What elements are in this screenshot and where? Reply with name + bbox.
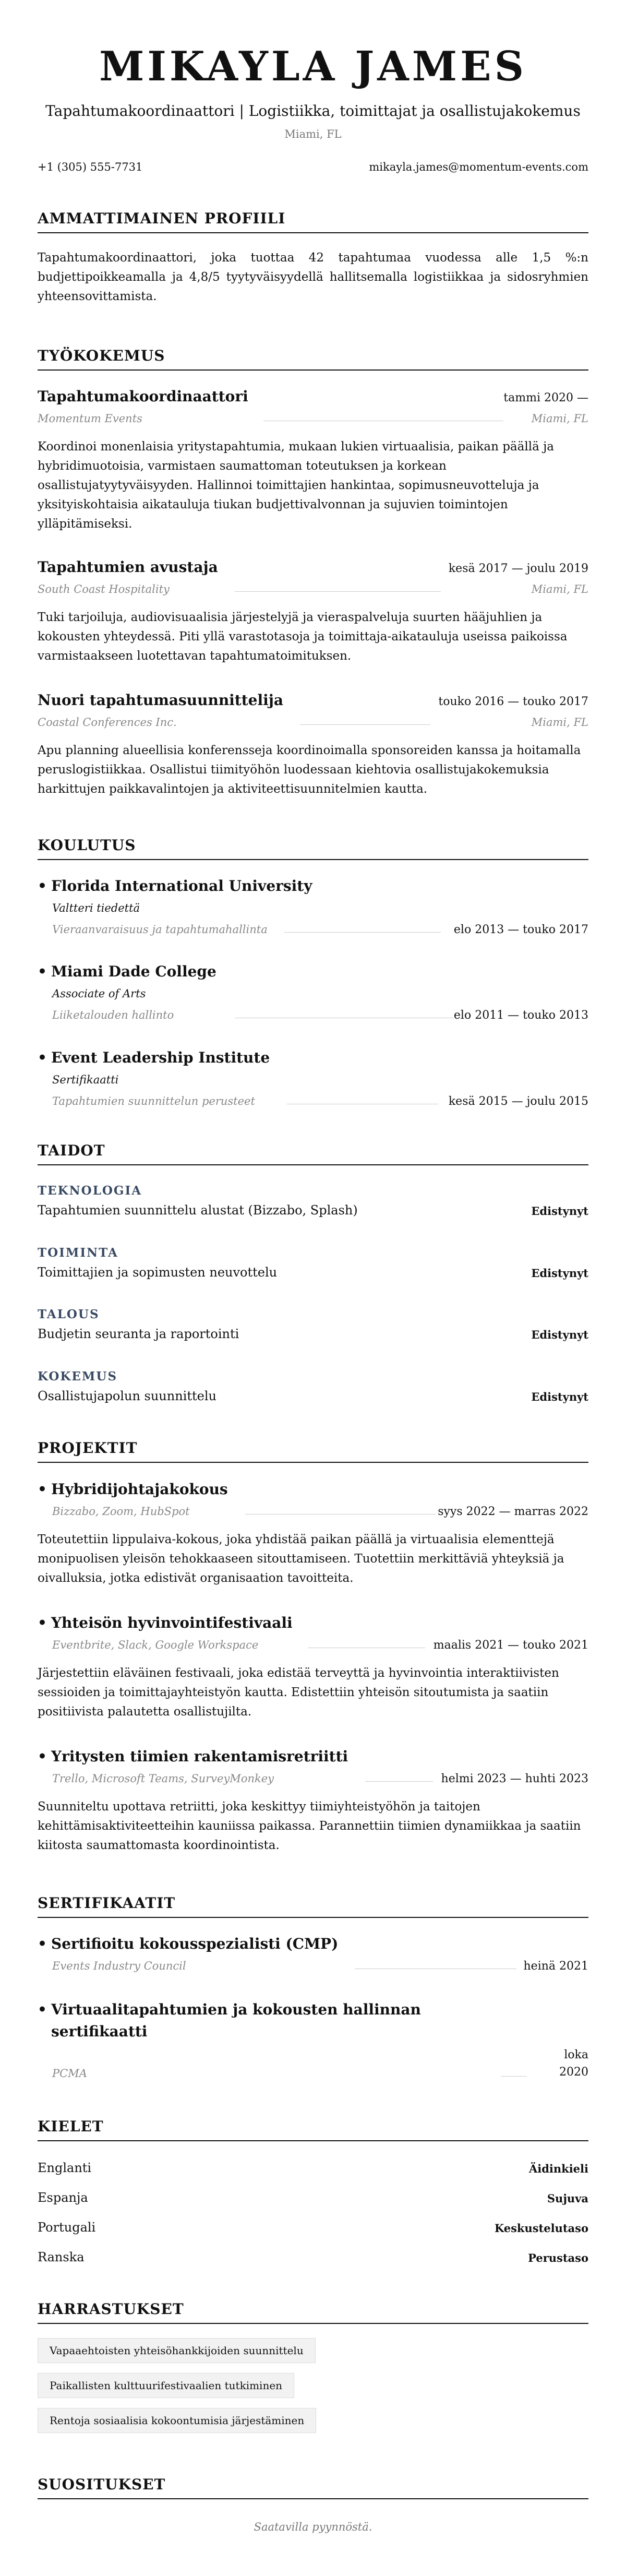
education-date: elo 2011 — touko 2013 bbox=[453, 1009, 588, 1022]
skill-level: Edistynyt bbox=[531, 1267, 588, 1280]
language-name: Ranska bbox=[38, 2250, 85, 2264]
project-description: Suunniteltu upottava retriitti, joka keskittyy tiimiyhteistyöhön ja taitojen kehittämisaktiviteetteihin kauniissa paikassa. Parannettiin tiimien dynamiikkaa ja saatiin kiitosta saumattomasta koordinointista. bbox=[38, 1800, 581, 1852]
skill-name: Osallistujapolun suunnittelu bbox=[38, 1389, 216, 1403]
language-name: Espanja bbox=[38, 2190, 88, 2205]
projects-heading: PROJEKTIT bbox=[38, 1439, 588, 1463]
school-name: Miami Dade College bbox=[51, 963, 216, 980]
certification-title: Sertifioitu kokousspezialisti (CMP) bbox=[51, 1935, 339, 1952]
leader-line bbox=[365, 1781, 433, 1782]
certification-title: Virtuaalitapahtumien ja kokousten hallinnan bbox=[51, 2001, 421, 2018]
certification-date: loka bbox=[564, 2048, 588, 2061]
job-location: Miami, FL bbox=[531, 583, 588, 595]
skill-level: Edistynyt bbox=[531, 1390, 588, 1403]
project-tools: Eventbrite, Slack, Google Workspace bbox=[52, 1639, 259, 1651]
education-date: elo 2013 — touko 2017 bbox=[453, 923, 588, 936]
project-date: maalis 2021 — touko 2021 bbox=[433, 1639, 588, 1652]
language-level: Perustaso bbox=[528, 2251, 588, 2264]
experience-heading: TYÖKOKEMUS bbox=[38, 347, 588, 371]
study-field: Liiketalouden hallinto bbox=[52, 1009, 174, 1021]
job-company: Momentum Events bbox=[38, 412, 142, 425]
skill-category: KOKEMUS bbox=[38, 1369, 118, 1384]
project-tools: Trello, Microsoft Teams, SurveyMonkey bbox=[52, 1772, 274, 1785]
languages-heading: KIELET bbox=[38, 2118, 588, 2141]
language-level: Keskustelutaso bbox=[494, 2222, 588, 2235]
study-field: Tapahtumien suunnittelun perusteet bbox=[52, 1095, 255, 1107]
job-location: Miami, FL bbox=[531, 716, 588, 729]
language-name: Englanti bbox=[38, 2161, 92, 2175]
skill-category: TEKNOLOGIA bbox=[38, 1184, 142, 1198]
language-level: Äidinkieli bbox=[528, 2162, 588, 2175]
certifications-heading: SERTIFIKAATIT bbox=[38, 1894, 588, 1918]
project-tools: Bizzabo, Zoom, HubSpot bbox=[52, 1505, 190, 1518]
degree: Valtteri tiedettä bbox=[52, 902, 140, 914]
job-date: tammi 2020 — bbox=[503, 391, 588, 404]
degree: Associate of Arts bbox=[52, 987, 146, 1000]
project-description: Järjestettiin eläväinen festivaali, joka edistää terveyttä ja hyvinvointia interaktiivisten sessioiden ja toimittajayhteistyön kautta. Edistettiin yhteisön sitoutumista ja saatiin positiivista palautetta osallistujilta. bbox=[38, 1666, 559, 1719]
project-title: Yritysten tiimien rakentamisretriitti bbox=[51, 1748, 348, 1765]
skills-heading: TAIDOT bbox=[38, 1142, 588, 1165]
skill-level: Edistynyt bbox=[531, 1204, 588, 1218]
candidate-location: Miami, FL bbox=[284, 128, 342, 140]
project-item: • Yritysten tiimien rakentamisretriitti bbox=[38, 1748, 348, 1765]
school-name: Event Leadership Institute bbox=[51, 1049, 270, 1066]
certification-title-cont: sertifikaatti bbox=[51, 2023, 148, 2040]
project-description: Toteutettiin lippulaiva-kokous, joka yhdistää paikan päällä ja virtuaalisia elementtejä monipuolisen yleisön tehokkaaseen sitouttamiseen. Tuotettiin merkittäviä yhteyksiä ja oivalluksia, jotka edistivät organisaation tavoitteita. bbox=[38, 1533, 564, 1585]
education-heading: KOULUTUS bbox=[38, 837, 588, 860]
skill-name: Tapahtumien suunnittelu alustat (Bizzabo, Splash) bbox=[38, 1203, 358, 1218]
job-date: kesä 2017 — joulu 2019 bbox=[448, 562, 588, 575]
certification-item: • Virtuaalitapahtumien ja kokousten hallinnan sertifikaatti bbox=[38, 2001, 421, 2040]
leader-line bbox=[284, 932, 441, 933]
education-item: • Miami Dade College bbox=[38, 963, 216, 980]
job-title: Nuori tapahtumasuunnittelija bbox=[38, 691, 284, 709]
candidate-name: MIKAYLA JAMES bbox=[99, 43, 527, 90]
leader-line bbox=[235, 591, 441, 592]
study-field: Vieraanvaraisuus ja tapahtumahallinta bbox=[52, 923, 268, 936]
job-company: Coastal Conferences Inc. bbox=[38, 716, 177, 729]
project-date: helmi 2023 — huhti 2023 bbox=[441, 1772, 588, 1785]
language-name: Portugali bbox=[38, 2220, 96, 2235]
hobby-tag: Rentoja sosiaalisia kokoontumisia järjestäminen bbox=[38, 2408, 316, 2433]
certification-date-year: 2020 bbox=[559, 2066, 588, 2079]
job-description: Apu planning alueellisia konferensseja koordinoimalla sponsoreiden kanssa ja hoitamalla peruslogistiikkaa. Osallistui tiimityöhön luodessaan kiehtovia osallistujakokemuksia harkittujen paikkavalintojen ja aktiviteettisuunnitelmien kautta. bbox=[38, 744, 581, 796]
education-item: • Florida International University bbox=[38, 877, 312, 895]
job-company: South Coast Hospitality bbox=[38, 583, 170, 595]
candidate-title: Tapahtumakoordinaattori | Logistiikka, toimittajat ja osallistujakokemus bbox=[45, 102, 581, 120]
degree: Sertifikaatti bbox=[52, 1074, 119, 1086]
language-level: Sujuva bbox=[547, 2192, 588, 2205]
education-date: kesä 2015 — joulu 2015 bbox=[448, 1095, 588, 1108]
certification-date: heinä 2021 bbox=[523, 1960, 588, 1973]
project-item: • Hybridijohtajakokous bbox=[38, 1481, 228, 1498]
references-text: Saatavilla pyynnöstä. bbox=[254, 2521, 372, 2533]
skill-level: Edistynyt bbox=[531, 1328, 588, 1341]
certification-item: • Sertifioitu kokousspezialisti (CMP) bbox=[38, 1935, 339, 1952]
leader-line bbox=[300, 724, 430, 725]
education-item: • Event Leadership Institute bbox=[38, 1049, 270, 1066]
job-title: Tapahtumien avustaja bbox=[38, 558, 218, 576]
project-date: syys 2022 — marras 2022 bbox=[438, 1505, 588, 1518]
hobbies-heading: HARRASTUKSET bbox=[38, 2300, 588, 2324]
project-title: Hybridijohtajakokous bbox=[51, 1481, 228, 1498]
skill-name: Toimittajien ja sopimusten neuvottelu bbox=[38, 1265, 278, 1280]
certification-issuer: PCMA bbox=[52, 2067, 87, 2080]
job-description: Koordinoi monenlaisia yritystapahtumia, mukaan lukien virtuaalisia, paikan päällä ja hybridimuotoisia, varmistaen saumattoman toteutuksen ja korkean osallistujatyytyväisyyden. Hallinnoi toimittajien hankintaa, sopimusneuvotteluja ja yksityiskohtaisia aikatauluja tiukan budjettivalvonnan ja sujuvien toimintojen ylläpitämiseksi. bbox=[38, 440, 554, 531]
skill-category: TOIMINTA bbox=[38, 1246, 118, 1260]
email-address[interactable]: mikayla.james@momentum-events.com bbox=[369, 161, 588, 173]
profile-text: Tapahtumakoordinaattori, joka tuottaa 42 tapahtumaa vuodessa alle 1,5 %:n budjettipoikkeamalla ja 4,8/5 tyytyväisyydellä hallitsemalla logistiikkaa ja sidosryhmien yhteensovittamista. bbox=[38, 251, 588, 303]
contact-row bbox=[38, 161, 588, 173]
phone-number[interactable]: +1 (305) 555-7731 bbox=[38, 161, 143, 173]
hobby-tag: Paikallisten kulttuurifestivaalien tutkiminen bbox=[38, 2373, 294, 2398]
certification-issuer: Events Industry Council bbox=[52, 1960, 186, 1972]
project-item: • Yhteisön hyvinvointifestivaali bbox=[38, 1614, 293, 1631]
school-name: Florida International University bbox=[51, 877, 312, 895]
job-title: Tapahtumakoordinaattori bbox=[38, 388, 248, 405]
job-location: Miami, FL bbox=[531, 412, 588, 425]
skill-category: TALOUS bbox=[38, 1307, 100, 1321]
references-heading: SUOSITUKSET bbox=[38, 2476, 588, 2499]
job-description: Tuki tarjoiluja, audiovisuaalisia järjestelyjä ja vieraspalveluja suurten hääjuhlien ja kokousten yhteydessä. Piti yllä varastotasoja ja toimittaja-aikatauluja useissa paikoissa varmistaakseen luotettavan tapahtumatoimituksen. bbox=[38, 611, 568, 663]
job-date: touko 2016 — touko 2017 bbox=[438, 695, 588, 708]
leader-line bbox=[501, 2076, 527, 2077]
skill-name: Budjetin seuranta ja raportointi bbox=[38, 1327, 239, 1341]
profile-heading: AMMATTIMAINEN PROFIILI bbox=[38, 210, 588, 233]
project-title: Yhteisön hyvinvointifestivaali bbox=[51, 1614, 293, 1631]
hobby-tag: Vapaaehtoisten yhteisöhankkijoiden suunnittelu bbox=[38, 2338, 316, 2363]
